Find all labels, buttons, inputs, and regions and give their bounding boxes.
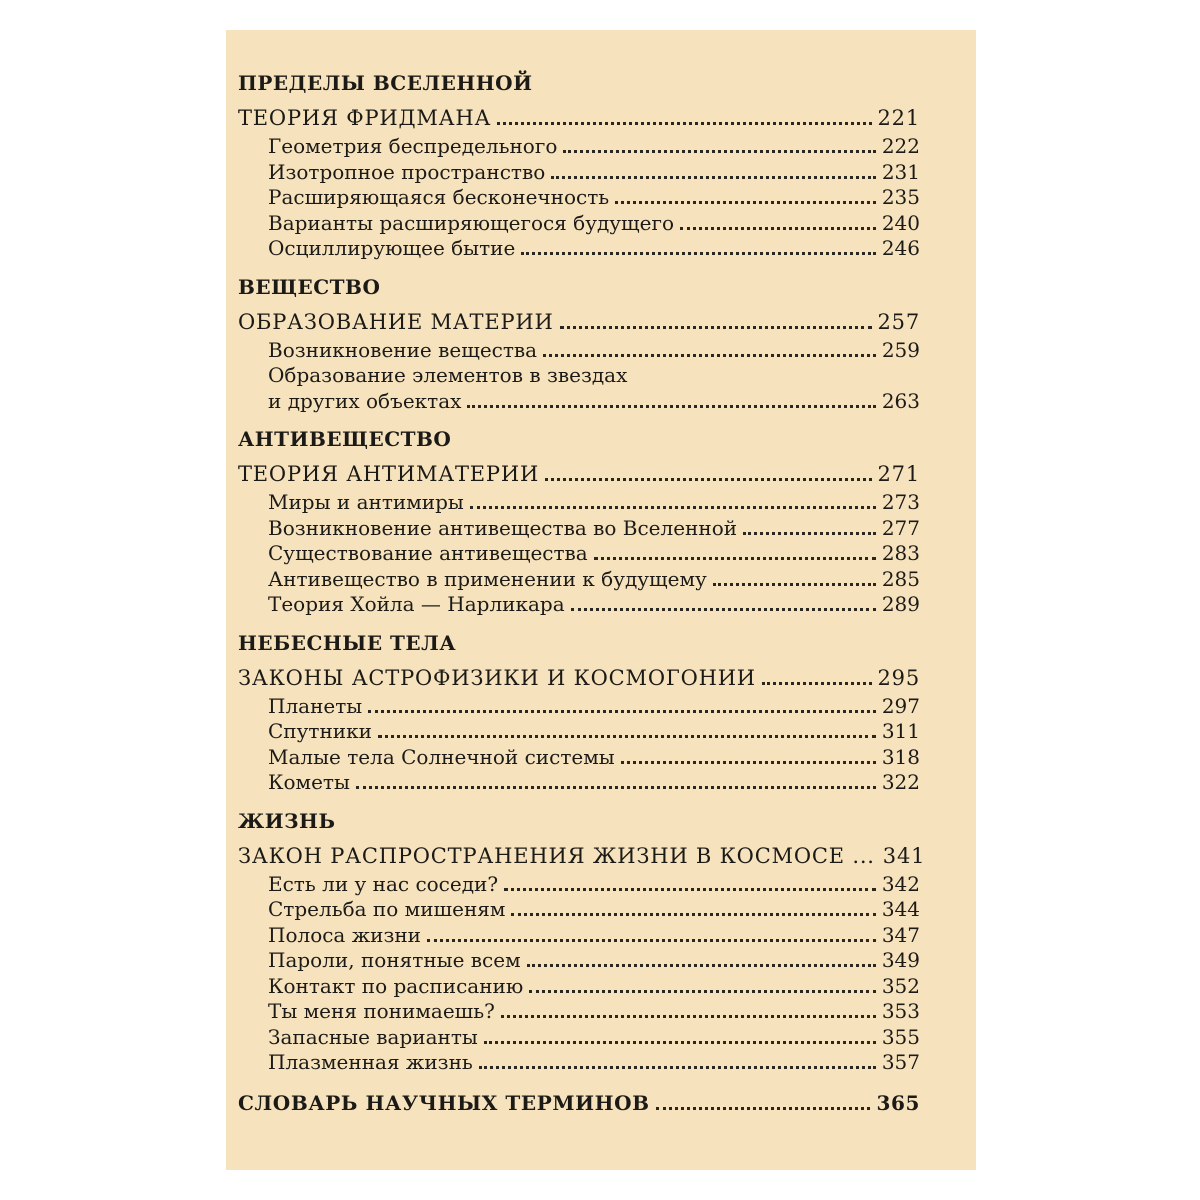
leader-dots <box>560 326 872 329</box>
toc-entry[interactable] <box>238 592 920 618</box>
toc-entry[interactable] <box>238 211 920 237</box>
leader-dots <box>621 761 876 764</box>
entry-label: Плазменная жизнь <box>268 1050 473 1074</box>
toc-section <box>238 68 920 262</box>
toc-entry[interactable] <box>238 770 920 796</box>
page-number: 365 <box>876 1090 920 1115</box>
page-number: 295 <box>877 665 920 690</box>
toc-entry[interactable] <box>238 1050 920 1076</box>
page-number: 271 <box>877 462 920 486</box>
entry-label: Контакт по расписанию <box>268 973 524 998</box>
leader-dots <box>501 1015 876 1018</box>
page-number: 231 <box>881 159 920 184</box>
entry-label: Геометрия беспредельного <box>268 134 558 158</box>
entry-label: Возникновение антивещества во Вселенной <box>268 515 738 540</box>
leader-dots <box>594 557 876 560</box>
toc-entry[interactable] <box>238 338 920 364</box>
page-number: 341 <box>882 843 926 868</box>
toc-entry[interactable] <box>238 897 920 923</box>
page-number: 283 <box>881 541 920 565</box>
leader-dots <box>527 964 876 967</box>
leader-dots <box>571 608 876 611</box>
page-number: 246 <box>881 236 920 260</box>
entry-label: Расширяющаяся бесконечность <box>268 185 610 209</box>
chapter-label: ТЕОРИЯ АНТИМАТЕРИИ <box>238 462 540 486</box>
page-number: 221 <box>877 106 920 130</box>
leader-dots <box>743 532 876 535</box>
page-number: 257 <box>877 309 920 334</box>
toc-entry[interactable] <box>238 1025 920 1051</box>
page-number: 235 <box>881 185 920 209</box>
entry-label: Спутники <box>268 719 372 743</box>
glossary-row[interactable] <box>238 1086 920 1120</box>
toc-entry[interactable] <box>238 694 920 720</box>
page-number: 289 <box>881 592 920 616</box>
toc-entry[interactable] <box>238 516 920 542</box>
leader-dots <box>484 1041 876 1044</box>
leader-dots <box>656 1107 871 1110</box>
leader-dots <box>378 735 876 738</box>
page-number: 285 <box>881 566 920 591</box>
leader-dots <box>545 478 871 481</box>
leader-dots <box>368 710 876 713</box>
page-number: 318 <box>881 744 920 769</box>
entry-label: Теория Хойла — Нарликара <box>268 592 565 616</box>
entry-label-line1: Образование элементов в звездах <box>268 363 628 387</box>
leader-dots <box>479 1066 876 1069</box>
leader-dots <box>427 939 876 942</box>
leader-dots <box>504 888 876 891</box>
page-number: 263 <box>881 388 920 413</box>
entry-label: Малые тела Солнечной системы <box>268 744 615 769</box>
section-title: НЕБЕСНЫЕ ТЕЛА <box>238 630 457 655</box>
toc-entry[interactable] <box>238 923 920 949</box>
entry-label: Существование антивещества <box>268 541 588 565</box>
page-number: 297 <box>881 693 920 718</box>
entry-label: Пароли, понятные всем <box>268 948 521 972</box>
entry-label: Кометы <box>268 770 350 794</box>
table-of-contents <box>238 68 926 1120</box>
toc-entry[interactable] <box>238 567 920 593</box>
page-number: 222 <box>881 134 920 158</box>
toc-entry[interactable] <box>238 872 920 898</box>
leader-dots <box>713 583 876 586</box>
page-number: 311 <box>881 719 920 743</box>
leader-dots <box>497 122 871 125</box>
leader-dots <box>563 150 875 153</box>
entry-label: Изотропное пространство <box>268 159 546 184</box>
chapter-row[interactable] <box>238 458 920 490</box>
entry-label: Варианты расширяющегося будущего <box>268 210 674 235</box>
toc-entry[interactable] <box>238 999 920 1025</box>
entry-label: Ты меня понимаешь? <box>268 999 495 1023</box>
book-page <box>226 30 976 1170</box>
toc-entry[interactable] <box>238 185 920 211</box>
chapter-label: ТЕОРИЯ ФРИДМАНА <box>238 106 492 130</box>
chapter-label: ЗАКОН РАСПРОСТРАНЕНИЯ ЖИЗНИ В КОСМОСЕ ... <box>238 843 875 868</box>
leader-dots <box>551 176 876 179</box>
page-number: 355 <box>881 1024 920 1049</box>
page-number: 344 <box>881 897 920 921</box>
page-number: 347 <box>881 922 920 947</box>
entry-label: Планеты <box>268 693 363 718</box>
toc-section <box>238 424 920 618</box>
entry-label: Антивещество в применении к будущему <box>268 566 707 591</box>
leader-dots <box>511 913 875 916</box>
section-title: ЖИЗНЬ <box>238 808 336 833</box>
toc-entry[interactable] <box>238 236 920 262</box>
entry-label: Миры и антимиры <box>268 490 464 514</box>
chapter-row[interactable] <box>238 102 920 134</box>
entry-label: Возникновение вещества <box>268 337 538 362</box>
chapter-label: ЗАКОНЫ АСТРОФИЗИКИ И КОСМОГОНИИ <box>238 665 756 690</box>
toc-entry[interactable] <box>238 490 920 516</box>
page-number: 240 <box>881 210 920 235</box>
leader-dots <box>356 786 876 789</box>
leader-dots <box>521 252 875 255</box>
chapter-row[interactable] <box>238 306 920 338</box>
toc-section <box>238 628 920 796</box>
page-number: 322 <box>881 770 920 794</box>
toc-entry[interactable] <box>238 974 920 1000</box>
toc-section <box>238 272 920 415</box>
toc-section <box>238 806 926 1076</box>
page-number: 357 <box>881 1050 920 1074</box>
chapter-row[interactable] <box>238 662 920 694</box>
toc-entry-multiline[interactable] <box>238 363 920 414</box>
toc-entry[interactable] <box>238 541 920 567</box>
entry-label: Есть ли у нас соседи? <box>268 871 499 896</box>
entry-label: Стрельба по мишеням <box>268 897 506 921</box>
chapter-label: ОБРАЗОВАНИЕ МАТЕРИИ <box>238 309 554 334</box>
leader-dots <box>680 227 876 230</box>
section-title: АНТИВЕЩЕСТВО <box>238 427 452 451</box>
page-number: 352 <box>881 973 920 998</box>
leader-dots <box>615 201 876 204</box>
entry-label: Осциллирующее бытие <box>268 236 516 260</box>
leader-dots <box>470 506 876 509</box>
page-number: 349 <box>881 948 920 972</box>
leader-dots <box>529 990 876 993</box>
glossary-label: СЛОВАРЬ НАУЧНЫХ ТЕРМИНОВ <box>238 1090 650 1115</box>
page-number: 353 <box>881 999 920 1023</box>
section-title: ПРЕДЕЛЫ ВСЕЛЕННОЙ <box>238 71 533 95</box>
leader-dots <box>543 354 876 357</box>
leader-dots <box>467 405 875 408</box>
toc-entry[interactable] <box>238 745 920 771</box>
entry-label: Полоса жизни <box>268 922 422 947</box>
toc-entry[interactable] <box>238 719 920 745</box>
toc-entry[interactable] <box>238 160 920 186</box>
toc-entry[interactable] <box>238 948 920 974</box>
page-number: 342 <box>881 871 920 896</box>
chapter-row[interactable] <box>238 840 926 872</box>
page-number: 273 <box>881 490 920 514</box>
entry-label-line2: и других объектах <box>268 388 462 413</box>
page-number: 277 <box>881 515 920 540</box>
toc-entry[interactable] <box>238 134 920 160</box>
page-number: 259 <box>881 337 920 362</box>
section-title: ВЕЩЕСТВО <box>238 274 381 299</box>
leader-dots <box>762 682 872 685</box>
entry-label: Запасные варианты <box>268 1024 478 1049</box>
